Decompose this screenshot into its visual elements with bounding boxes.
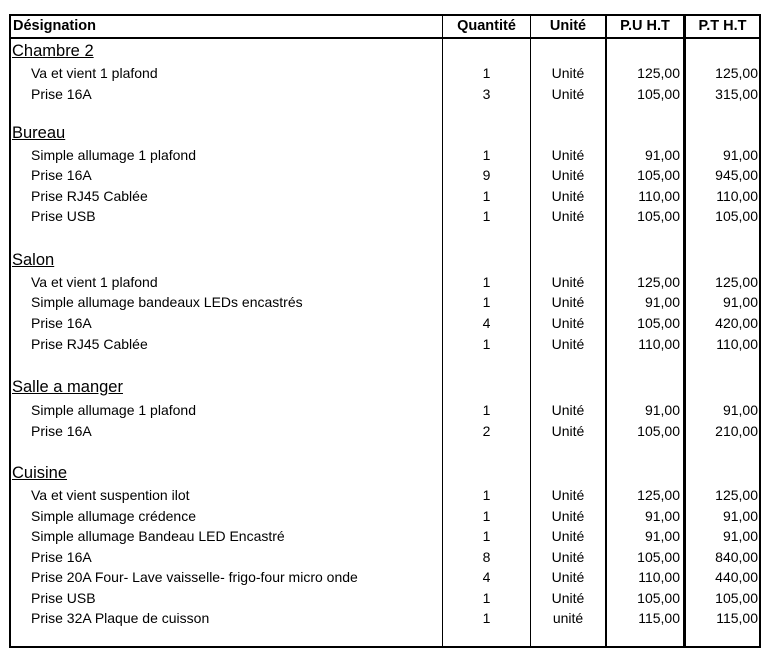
item-quantity: 8 <box>482 549 491 565</box>
item-designation: Prise RJ45 Cablée <box>31 336 148 352</box>
item-total-price: 125,00 <box>715 487 758 503</box>
item-quantity: 1 <box>482 274 491 290</box>
item-unit-price: 91,00 <box>644 294 680 310</box>
item-unit: Unité <box>551 147 585 163</box>
item-total-price: 105,00 <box>715 208 758 224</box>
item-total-price: 420,00 <box>715 315 758 331</box>
item-unit-price: 105,00 <box>637 423 680 439</box>
item-designation: Simple allumage Bandeau LED Encastré <box>31 528 285 544</box>
item-quantity: 3 <box>482 86 491 102</box>
item-quantity: 1 <box>482 208 491 224</box>
header-unite: Unité <box>549 18 587 34</box>
item-unit-price: 105,00 <box>637 86 680 102</box>
item-unit: Unité <box>551 402 585 418</box>
item-unit: unité <box>552 610 584 626</box>
item-unit: Unité <box>551 208 585 224</box>
item-unit: Unité <box>551 274 585 290</box>
section-title: Bureau <box>12 124 66 142</box>
item-designation: Prise USB <box>31 590 96 606</box>
item-unit: Unité <box>551 315 585 331</box>
item-unit-price: 110,00 <box>638 336 680 352</box>
item-total-price: 210,00 <box>715 423 758 439</box>
item-quantity: 1 <box>482 528 491 544</box>
item-unit-price: 105,00 <box>637 590 680 606</box>
item-unit: Unité <box>551 423 585 439</box>
item-total-price: 110,00 <box>716 188 758 204</box>
item-unit-price: 91,00 <box>644 508 680 524</box>
item-unit: Unité <box>551 65 585 81</box>
header-pt: P.T H.T <box>698 18 747 34</box>
item-total-price: 110,00 <box>716 336 758 352</box>
item-unit-price: 125,00 <box>637 65 680 81</box>
item-designation: Va et vient 1 plafond <box>31 65 158 81</box>
item-unit-price: 125,00 <box>637 274 680 290</box>
item-total-price: 91,00 <box>722 508 758 524</box>
item-designation: Simple allumage bandeaux LEDs encastrés <box>31 294 303 310</box>
item-quantity: 1 <box>482 508 491 524</box>
item-designation: Simple allumage crédence <box>31 508 196 524</box>
item-unit: Unité <box>551 487 585 503</box>
item-designation: Va et vient 1 plafond <box>31 274 158 290</box>
item-total-price: 115,00 <box>716 610 758 626</box>
item-unit: Unité <box>551 336 585 352</box>
item-designation: Prise 16A <box>31 315 92 331</box>
item-designation: Prise 16A <box>31 86 92 102</box>
item-total-price: 840,00 <box>715 549 758 565</box>
item-total-price: 945,00 <box>715 167 758 183</box>
item-designation: Prise 16A <box>31 423 92 439</box>
item-unit-price: 105,00 <box>637 549 680 565</box>
item-designation: Prise 16A <box>31 549 92 565</box>
item-quantity: 9 <box>482 167 491 183</box>
item-unit-price: 91,00 <box>644 147 680 163</box>
item-total-price: 125,00 <box>715 274 758 290</box>
item-unit: Unité <box>551 590 585 606</box>
item-quantity: 1 <box>482 188 491 204</box>
item-designation: Simple allumage 1 plafond <box>31 147 196 163</box>
item-designation: Prise 16A <box>31 167 92 183</box>
item-quantity: 1 <box>482 402 491 418</box>
item-quantity: 1 <box>482 590 491 606</box>
item-unit-price: 110,00 <box>638 188 680 204</box>
item-unit-price: 125,00 <box>637 487 680 503</box>
item-designation: Prise 32A Plaque de cuisson <box>31 610 210 626</box>
item-total-price: 440,00 <box>715 569 758 585</box>
item-total-price: 91,00 <box>722 402 758 418</box>
item-total-price: 91,00 <box>722 528 758 544</box>
item-unit-price: 105,00 <box>637 315 680 331</box>
item-quantity: 1 <box>482 65 491 81</box>
item-unit: Unité <box>551 188 585 204</box>
header-designation: Désignation <box>13 18 96 34</box>
header-quantite: Quantité <box>457 18 516 34</box>
section-title: Chambre 2 <box>12 42 94 60</box>
header-pu: P.U H.T <box>620 18 670 34</box>
item-quantity: 1 <box>482 487 491 503</box>
section-title: Salon <box>12 251 55 269</box>
item-total-price: 105,00 <box>715 590 758 606</box>
item-unit-price: 115,00 <box>638 610 680 626</box>
item-unit-price: 91,00 <box>644 528 680 544</box>
item-total-price: 315,00 <box>715 86 758 102</box>
item-total-price: 125,00 <box>715 65 758 81</box>
item-unit-price: 105,00 <box>637 208 680 224</box>
item-unit: Unité <box>551 528 585 544</box>
item-quantity: 1 <box>482 147 491 163</box>
item-quantity: 2 <box>482 423 491 439</box>
item-unit: Unité <box>551 569 585 585</box>
item-total-price: 91,00 <box>722 294 758 310</box>
item-designation: Simple allumage 1 plafond <box>31 402 196 418</box>
item-unit: Unité <box>551 294 585 310</box>
item-quantity: 4 <box>482 315 491 331</box>
item-unit-price: 91,00 <box>644 402 680 418</box>
item-total-price: 91,00 <box>722 147 758 163</box>
section-title: Cuisine <box>12 464 68 482</box>
item-unit: Unité <box>551 508 585 524</box>
item-designation: Prise 20A Four- Lave vaisselle- frigo-four micro onde <box>31 569 358 585</box>
header-divider <box>9 37 761 39</box>
item-designation: Prise USB <box>31 208 96 224</box>
item-unit: Unité <box>551 167 585 183</box>
item-quantity: 1 <box>482 336 491 352</box>
item-designation: Prise RJ45 Cablée <box>31 188 148 204</box>
item-quantity: 1 <box>482 294 491 310</box>
item-designation: Va et vient suspention ilot <box>31 487 190 503</box>
item-quantity: 4 <box>482 569 491 585</box>
item-quantity: 1 <box>482 610 491 626</box>
section-title: Salle a manger <box>12 378 123 396</box>
item-unit: Unité <box>551 549 585 565</box>
item-unit-price: 110,00 <box>638 569 680 585</box>
item-unit-price: 105,00 <box>637 167 680 183</box>
item-unit: Unité <box>551 86 585 102</box>
